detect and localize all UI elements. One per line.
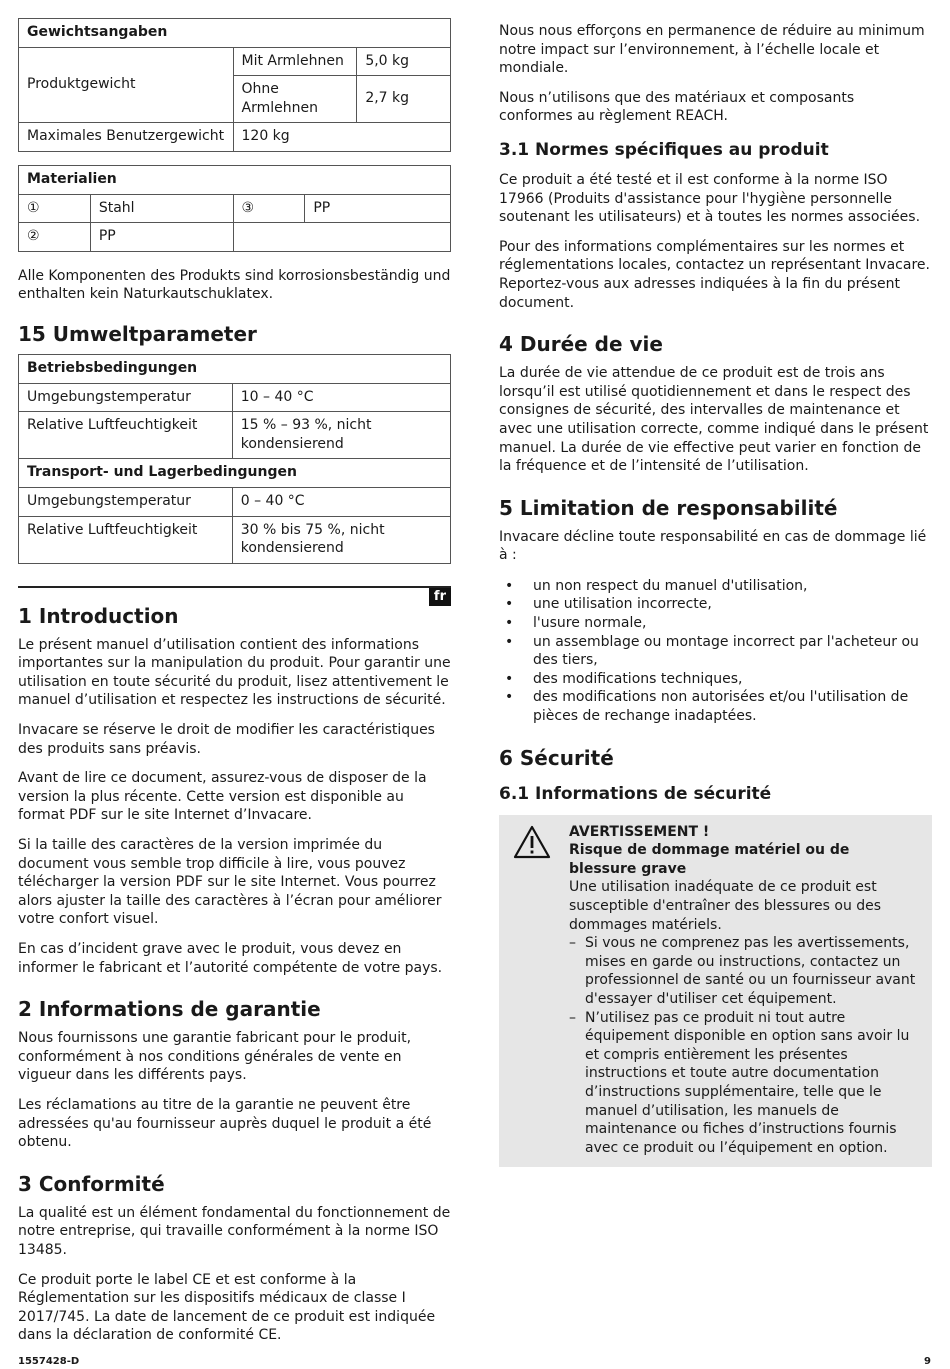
warning-instruction-text: Si vous ne comprenez pas les avertissements, mises en garde ou instructions, contactez un professionnel de santé ou un fournisseur avant d'essayer d'utiliser cet équipement.	[585, 935, 916, 1007]
document-id: 1557428-D	[18, 1356, 80, 1367]
conformity-paragraph: Nous n’utilisons que des matériaux et composants conformes au règlement REACH.	[499, 89, 855, 125]
intro-title: 1 Introduction	[18, 603, 179, 628]
env-title: 15 Umweltparameter	[18, 321, 257, 346]
without-armrests-value: 2,7 kg	[357, 76, 451, 123]
without-armrests-label: Ohne Armlehnen	[233, 76, 357, 123]
conformity-paragraph: Ce produit porte le label CE et est conforme à la Réglementation sur les dispositifs médicaux de classe I 2017/745. La date de lancement de ce produit est indiquée dans la déclaration de conformité CE.	[18, 1271, 436, 1344]
ambient-temp-label: Umgebungstemperatur	[19, 487, 233, 516]
warning-instruction	[569, 934, 918, 1008]
product-weight-label: Produktgewicht	[19, 47, 234, 123]
language-badge: fr	[429, 588, 451, 606]
material-number: ①	[19, 194, 91, 223]
components-note: Alle Komponenten des Produkts sind korrosionsbeständig und enthalten kein Naturkautschuklatex.	[18, 267, 451, 303]
dash-mark: –	[569, 1009, 576, 1026]
transport-humidity-value: 30 % bis 75 %, nicht kondensierend	[232, 516, 450, 563]
warranty-paragraph: Les réclamations au titre de la garantie ne peuvent être adressées qu'au fournisseur auprès duquel le produit a été obtenu.	[18, 1096, 432, 1151]
liability-title: 5 Limitation de responsabilité	[499, 495, 838, 520]
materials-table	[18, 165, 451, 252]
material-name: Stahl	[90, 194, 233, 223]
list-item: • l'usure normale,	[499, 614, 932, 633]
material-number: ③	[233, 194, 305, 223]
intro-paragraph: Le présent manuel d’utilisation contient des informations importantes sur la manipulation du produit. Pour garantir une utilisation en toute sécurité du produit, lisez attentivement le manuel d’utilisation et respectez les instructions de sécurité.	[18, 636, 451, 709]
transport-conditions-header: Transport- und Lagerbedingungen	[19, 459, 451, 488]
operating-conditions-header: Betriebsbedingungen	[19, 354, 451, 383]
warranty-paragraph: Nous fournissons une garantie fabricant pour le produit, conformément à nos conditions générales de vente en vigueur dans les différents pays.	[18, 1030, 412, 1084]
norms-title: 3.1 Normes spécifiques au produit	[499, 139, 829, 160]
warning-heading: Risque de dommage matériel ou de blessure grave	[569, 842, 850, 877]
left-column	[18, 18, 451, 1356]
safety-subtitle: 6.1 Informations de sécurité	[499, 783, 772, 804]
list-item: • des modifications non autorisées et/ou l'utilisation de pièces de rechange inadaptées.	[499, 688, 932, 725]
max-user-weight-label: Maximales Benutzergewicht	[19, 123, 234, 152]
list-item: • des modifications techniques,	[499, 670, 932, 689]
conformity-paragraph: La qualité est un élément fondamental du fonctionnement de notre entreprise, qui travaille conformément à la norme ISO 13485.	[18, 1204, 451, 1258]
conformity-paragraph: Nous nous efforçons en permanence de réduire au minimum notre impact sur l’environnement, à l’échelle locale et mondiale.	[499, 23, 925, 77]
right-column	[499, 22, 932, 1167]
page-number: 9	[924, 1356, 931, 1367]
warning-label: AVERTISSEMENT !	[569, 823, 710, 840]
lifetime-paragraph: La durée de vie attendue de ce produit est de trois ans lorsqu’il est utilisé quotidiennement et dans le respect des consignes de sécurité, des intervalles de maintenance et avec une utilisation correcte, comme indiqué dans le présent manuel. La durée de vie effective peut varier en fonction de la fréquence et de l’intensité de l’utilisation.	[499, 365, 929, 475]
material-name: PP	[305, 194, 451, 223]
intro-paragraph: Avant de lire ce document, assurez-vous de disposer de la version la plus récente. Cette version est disponible au format PDF sur le site Internet d’Invacare.	[18, 770, 427, 824]
conformity-title: 3 Conformité	[18, 1171, 165, 1196]
empty-cell	[233, 223, 450, 252]
norms-paragraph: Pour des informations complémentaires sur les normes et réglementations locales, contactez un représentant Invacare. Reportez-vous aux adresses indiquées à la fin du présent document.	[499, 238, 930, 311]
warning-instruction	[569, 1009, 918, 1158]
intro-paragraph: Invacare se réserve le droit de modifier les caractéristiques des produits sans préavis.	[18, 722, 435, 757]
section-divider	[18, 586, 451, 604]
max-user-weight-value: 120 kg	[233, 123, 451, 152]
humidity-label: Relative Luftfeuchtigkeit	[19, 516, 233, 563]
with-armrests-value: 5,0 kg	[357, 47, 451, 76]
warning-instruction-text: N’utilisez pas ce produit ni tout autre équipement disponible en option sans avoir lu et compris entièrement les présentes instructions et toute autre documentation d’instructions supplémentaire, telle que le manuel d’utilisation, les manuels de maintenance ou fiches d’instructions fournis avec ce produit ou l’équipement en option.	[585, 1009, 910, 1156]
environment-table	[18, 354, 451, 564]
warning-triangle-icon	[513, 823, 569, 1158]
ambient-temp-label: Umgebungstemperatur	[19, 383, 233, 412]
dash-mark: –	[569, 935, 576, 952]
material-number: ②	[19, 223, 91, 252]
transport-temp-value: 0 – 40 °C	[232, 487, 450, 516]
list-item: • un non respect du manuel d'utilisation,	[499, 577, 932, 596]
intro-paragraph: Si la taille des caractères de la version imprimée du document vous semble trop difficile à lire, vous pouvez télécharger la version PDF sur le site Internet. Vous pourrez alors ajuster la taille des caractères à l’écran pour améliorer votre confort visuel.	[18, 837, 442, 928]
liability-intro: Invacare décline toute responsabilité en cas de dommage lié à :	[499, 528, 927, 564]
list-item: • un assemblage ou montage incorrect par l'acheteur ou des tiers,	[499, 633, 932, 670]
weights-header: Gewichtsangaben	[19, 19, 451, 48]
with-armrests-label: Mit Armlehnen	[233, 47, 357, 76]
list-item: • une utilisation incorrecte,	[499, 595, 932, 614]
intro-paragraph: En cas d’incident grave avec le produit, vous devez en informer le fabricant et l’autorité compétente de votre pays.	[18, 941, 443, 976]
norms-paragraph: Ce produit a été testé et il est conforme à la norme ISO 17966 (Produits d'assistance pour l'hygiène personnelle soutenant les utilisateurs) et à toutes les normes associées.	[499, 171, 921, 226]
operating-temp-value: 10 – 40 °C	[232, 383, 450, 412]
liability-list	[499, 577, 932, 726]
lifetime-title: 4 Durée de vie	[499, 332, 663, 357]
weights-table	[18, 18, 451, 152]
humidity-label: Relative Luftfeuchtigkeit	[19, 412, 233, 459]
material-name: PP	[90, 223, 233, 252]
warning-box	[499, 815, 932, 1168]
warning-body	[569, 823, 918, 1158]
safety-title: 6 Sécurité	[499, 745, 614, 770]
warning-text: Une utilisation inadéquate de ce produit est susceptible d'entraîner des blessures ou des dommages matériels.	[569, 879, 882, 933]
warranty-title: 2 Informations de garantie	[18, 997, 321, 1022]
operating-humidity-value: 15 % – 93 %, nicht kondensierend	[232, 412, 450, 459]
materials-header: Materialien	[19, 165, 451, 194]
